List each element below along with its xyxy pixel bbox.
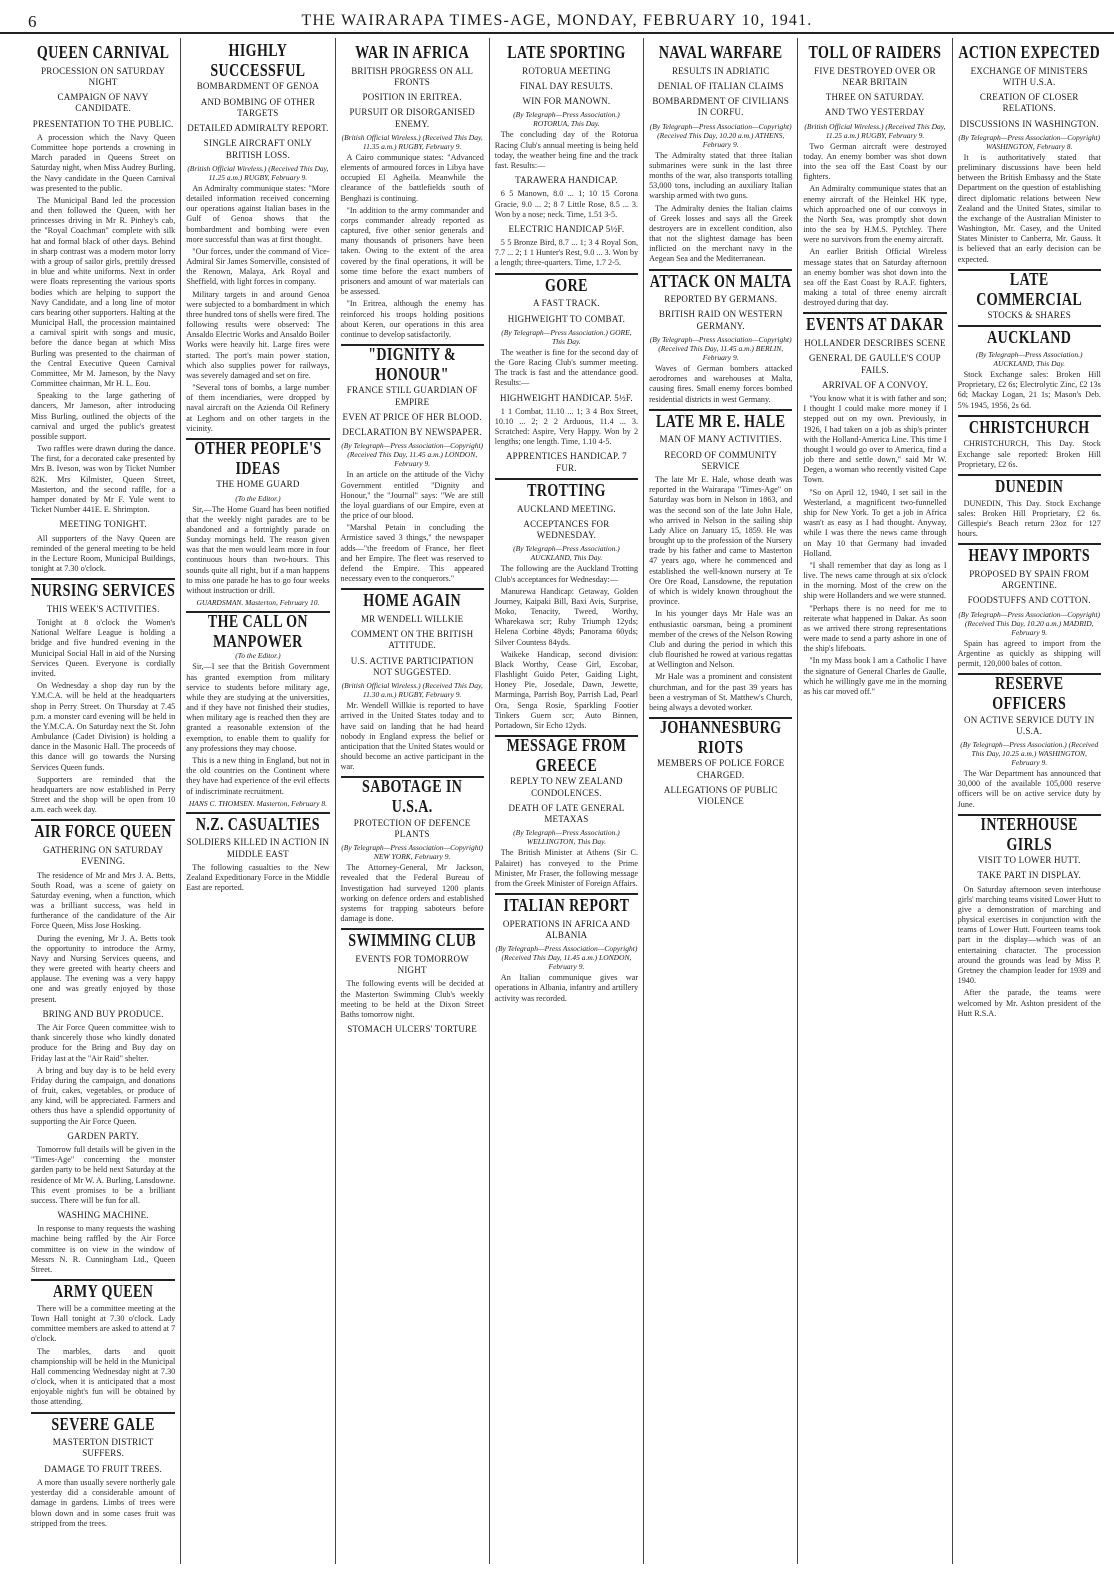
subheading: WASHING MACHINE. xyxy=(57,1210,149,1221)
headline: WAR IN AFRICA xyxy=(355,44,470,63)
headline: QUEEN CARNIVAL xyxy=(36,44,170,63)
article-paragraph: 5 5 Bronze Bird, 8.7 ... 1; 3 4 Royal Son, 7.7 ... 2; 1 1 Hunter's Rest, 9.0 ... 3. Won by a length; three-quarters. Time, 1.7 2-5. xyxy=(494,238,639,268)
headline: AIR FORCE QUEEN xyxy=(34,823,172,843)
article-paragraph: A Cairo communique states: "Advanced elements of armoured forces in Libya have occupied El Agheila. Meanwhile the clearance of the battlefields south of Benghazi is continuing. xyxy=(340,152,484,203)
article-paragraph: "Marshal Petain in concluding the Armistice saved 3 things," the newspaper adds—"the freedom of France, her fleet and her Empire. The fleet was reserved to defend the Empire. This appeared necessary even to the conquerors." xyxy=(340,523,484,584)
article-divider xyxy=(341,588,484,590)
dateline: (By Telegraph—Press Association—Copyright) (Received This Day, 10.20 a.m.) ATHENS, February 9. xyxy=(649,121,792,149)
subheading: CREATION OF CLOSER RELATIONS. xyxy=(979,92,1079,114)
headline: LATE SPORTING xyxy=(507,44,626,63)
subheading: BOMBARDMENT OF GENOA xyxy=(196,81,320,92)
subheading: GARDEN PARTY. xyxy=(67,1130,139,1141)
subheading: A FAST TRACK. xyxy=(532,298,600,309)
subheading: REPORTED BY GERMANS. xyxy=(664,294,778,305)
subheading: SOLDIERS KILLED IN ACTION IN MIDDLE EAST xyxy=(186,837,330,859)
subheading: COMMENT ON THE BRITISH ATTITUDE. xyxy=(351,629,474,651)
subheading: BRITISH RAID ON WESTERN GERMANY. xyxy=(658,309,783,331)
article-paragraph: A more than usually severe northerly gale yesterday did a considerable amount of damage in gardens. Limbs of trees were blown down and in some cases fruit was stripped from the trees. xyxy=(31,1477,176,1528)
column-7 xyxy=(952,38,1106,1564)
article-paragraph: The residence of Mr and Mrs J. A. Betts, South Road, was a scene of gaiety on Saturday evening, when a function, which was a brilliant success, was held in furtherance of the candidature of the Air Force Queen, Miss Jose Hosking. xyxy=(31,870,176,931)
subheading: DETAILED ADMIRALTY REPORT. xyxy=(187,123,329,134)
dateline: (By Telegraph—Press Association.) ROTORUA, This Day. xyxy=(513,110,620,129)
article-paragraph: An Admiralty communique states that an enemy aircraft of the Heinkel HK type, which approached one of our convoys in the North Sea, was promptly shot down into the sea by H.M.S. Pytchley. There were no survivors from the enemy aircraft. xyxy=(803,184,947,245)
article-paragraph: Military targets in and around Genoa were subjected to a bombardment in which three hundred tons of shells were fired. The following results were observed: The Ansaldo Electric Works and Ansaldo Boiler Works were heavily hit. Large fires were started. The port's main power station, which also supplies power for railways, was severely damaged and set on fire. xyxy=(186,289,330,380)
subheading: FINAL DAY RESULTS. xyxy=(519,80,613,91)
article-paragraph: Mr Hale was a prominent and consistent churchman, and for the past 39 years has been a vestryman of St. Matthew's Church, being always a devoted worker. xyxy=(649,672,793,712)
headline: SWIMMING CLUB xyxy=(348,932,477,952)
article-divider xyxy=(186,812,329,814)
article-paragraph: "In Eritrea, although the enemy has reinforced his troops holding positions about Keren, our operations in this area continue to develop satisfactorily. xyxy=(340,299,484,339)
article-divider xyxy=(958,543,1101,545)
subheading: OPERATIONS IN AFRICA AND ALBANIA xyxy=(502,918,630,941)
article-divider xyxy=(958,474,1101,476)
subheading: ON ACTIVE SERVICE DUTY IN U.S.A. xyxy=(964,714,1095,736)
headline: THE CALL ON MANPOWER xyxy=(207,613,308,652)
dateline: (By Telegraph—Press Association—Copyright) (Received This Day, 11.45 a.m.) BERLIN, February 9. xyxy=(649,334,792,362)
subheading: TARAWERA HANDICAP. xyxy=(515,175,618,186)
column-5 xyxy=(643,38,797,1564)
newspaper-title: THE WAIRARAPA TIMES-AGE, MONDAY, FEBRUARY 10, 1941. xyxy=(301,12,813,29)
article-paragraph: A procession which the Navy Queen Committee hope portends a crowning in March paraded in Queens Street on Saturday night, when Miss Audrey Burling, the Navy candidate in the Queen Carnival was presented to the public. xyxy=(31,132,176,193)
subheading: AUCKLAND MEETING. xyxy=(516,503,616,514)
article-paragraph: "I shall remember that day as long as I live. The news came through at six o'clock in the morning. Most of the crew on the ship were Hollanders and we were stunned. xyxy=(803,560,947,601)
headline: ATTACK ON MALTA xyxy=(649,272,792,292)
article-paragraph: The Municipal Band led the procession and then followed the Queen, with her princesses driving in Mr R. Pinhey's cab, the "Royal Coachman" complete with silk hat and formal black of other days. Behind in sharp contrast was a modern motor lorry with a group of sailor girls, prettily dressed in blue and white uniforms. Next in order were floats representing the various sports bodies which are helping to support the Navy Candidate, and a long line of motor cars bearing other supporters. Halting at the Municipal Hall, the procession maintained a carnival spirit with songs and music, before the dance began at which Miss Burling was presented to the chairman of the Central Executive Queen Carnival Committee, Mr M. Jameson, by the Navy Committee chairman, Mr H. L. Eou. xyxy=(31,195,176,389)
headline: LATE COMMERCIAL xyxy=(976,270,1083,310)
subheading: STOMACH ULCERS' TORTURE xyxy=(347,1024,478,1035)
dateline: (By Telegraph—Press Association.) (Received This Day, 10.25 a.m.) WASHINGTON, February 9. xyxy=(960,740,1099,768)
page-number: 6 xyxy=(28,12,37,31)
article-paragraph: There will be a committee meeting at the Town Hall tonight at 7.30 o'clock. Lady committee members are asked to attend at 7 o'clock. xyxy=(31,1303,176,1344)
article-paragraph: The Attorney-General, Mr Jackson, revealed that the Federal Bureau of Investigation had surveyed 1200 plants working on defence orders and established systems for trapping saboteurs before damage is done. xyxy=(340,863,484,924)
article-divider xyxy=(803,312,946,314)
article-divider xyxy=(958,415,1101,417)
article-paragraph: This is a new thing in England, but not in the old countries on the Continent where they have had experience of the evil effects of indiscriminate recruitment. xyxy=(186,756,330,796)
subheading: ALLEGATIONS OF PUBLIC VIOLENCE xyxy=(663,784,778,807)
headline: HEAVY IMPORTS xyxy=(968,547,1091,567)
headline: N.Z. CASUALTIES xyxy=(195,815,320,835)
subheading: BRITISH PROGRESS ON ALL FRONTS xyxy=(351,65,474,87)
dateline: (By Telegraph—Press Association—Copyright) (Received This Day, 11.45 a.m.) LONDON, February 9. xyxy=(495,944,638,972)
article-paragraph: The British Minister at Athens (Sir C. Palairet) has conveyed to the Prime Minister, Mr Fraser, the following message from the Greek Minister of Foreign Affairs. xyxy=(494,848,639,888)
subheading: HIGHWEIGHT TO COMBAT. xyxy=(507,313,626,324)
column-4 xyxy=(489,38,643,1564)
subheading: GATHERING ON SATURDAY EVENING. xyxy=(42,845,164,867)
dateline: (British Official Wireless.) (Received This Day, 11.35 a.m.) RUGBY, February 9. xyxy=(341,132,483,151)
headline: NAVAL WARFARE xyxy=(658,44,783,63)
article-paragraph: Waves of German bombers attacked aerodromes and warehouses at Malta, causing fires. Small enemy forces bombed residential districts in west Germany. xyxy=(649,363,793,404)
subheading: REPLY TO NEW ZEALAND CONDOLENCES. xyxy=(510,776,623,798)
article-paragraph: The War Department has announced that 30,000 of the available 105,000 reserve officers will be on active service duty by June. xyxy=(957,769,1101,809)
subheading: DEATH OF LATE GENERAL METAXAS xyxy=(508,802,625,825)
subheading: MASTERTON DISTRICT SUFFERS. xyxy=(52,1437,154,1459)
headline: MESSAGE FROM GREECE xyxy=(506,737,627,776)
article-paragraph: CHRISTCHURCH, This Day. Stock Exchange sale reported: Broken Hill Proprietary, £2 6s. xyxy=(957,439,1101,469)
dateline: (To the Editor.) xyxy=(235,651,281,661)
article-paragraph: It is authoritatively stated that preliminary discussions have been held between the British Embassy and the State Department on the question of establishing direct diplomatic relations between New Zealand and the United States, similar to the exchange of the Australian Minister to Washington, Mr. Casey, and the United States Minister to Canberra, Mr. Gauss. It is believed that an early decision can be expected. xyxy=(957,152,1101,264)
article-divider xyxy=(31,578,175,580)
article-paragraph: Mr. Wendell Willkie is reported to have arrived in the United States today and to have said on landing that he had heard nobody in England express the belief or anticipation that the United States would or should become an active participant in the war. xyxy=(340,701,484,772)
subheading: DISCUSSIONS IN WASHINGTON. xyxy=(959,118,1099,129)
newspaper-columns xyxy=(26,38,1106,1564)
dateline: HANS C. THOMSEN. Masterton, February 8. xyxy=(188,798,327,808)
dateline: (By Telegraph—Press Association—Copyright) (Received This Day, 11.45 a.m.) LONDON, February 9. xyxy=(341,441,484,469)
subheading: EVEN AT PRICE OF HER BLOOD. xyxy=(342,411,482,422)
article-divider xyxy=(495,893,638,895)
article-paragraph: "In my Mass book I am a Catholic I have the signature of General Charles de Gaulle, which he willingly gave me in the morning as his car moved off." xyxy=(803,656,947,696)
subheading: EVENTS FOR TOMORROW NIGHT xyxy=(355,953,469,976)
article-paragraph: During the evening, Mr J. A. Betts took the opportunity to introduce the Army, Navy and Nursing Services queens, and they were greeted with hearty cheers and applause. The evening was a very happy one and was greatly enjoyed by those present. xyxy=(31,933,176,1004)
subheading: SINGLE AIRCRAFT ONLY BRITISH LOSS. xyxy=(203,138,313,160)
subheading: THREE ON SATURDAY. xyxy=(825,92,925,103)
dateline: (British Official Wireless.) (Received This Day, 11.30 a.m.) RUGBY, February 9. xyxy=(341,681,483,700)
article-paragraph: A bring and buy day is to be held every Friday during the campaign, and donations of fruit, cakes, vegetables, or produce of any kind, will be appreciated. Farmers and others thus have a splendid opportunity of supporting the Air Force Queen. xyxy=(31,1065,176,1126)
subheading: AND BOMBING OF OTHER TARGETS xyxy=(200,96,316,118)
subheading: HOLLANDER DESCRIBES SCENE xyxy=(804,338,946,349)
article-paragraph: The late Mr E. Hale, whose death was reported in the Wairarapa "Times-Age" on Saturday was born in Nelson in 1863, and was the second son of the late John Hale, who arrived in Nelson in the sailing ship Lady Alice on January 15, 1859. He was brought up to the profession of the Nursery trade by his father and came to Masterton 47 years ago, where he commenced and established the well-known nursery at Te Ore Ore Road, Lansdowne, the reputation of which is widely known throughout the province. xyxy=(649,475,793,607)
subheading: EXCHANGE OF MINISTERS WITH U.S.A. xyxy=(970,65,1088,87)
subheading: FOODSTUFFS AND COTTON. xyxy=(967,595,1091,606)
article-paragraph: Stock Exchange sales: Broken Hill Proprietary, £2 6s; Electrolytic Zinc, £2 13s 6d; Mackay Logan, 21 1s; Mason's Deb. 5% 1945, 1956, 2s 6d. xyxy=(957,370,1101,410)
headline: SEVERE GALE xyxy=(51,1415,155,1435)
article-divider xyxy=(31,1279,175,1281)
article-divider xyxy=(341,928,484,930)
article-paragraph: The marbles, darts and quoit championship will be held in the Municipal Hall commencing Wednesday night at 7.30 o'clock, when it is anticipated that a most enjoyable night's fun will be obtained by those attending. xyxy=(31,1346,176,1407)
headline: CHRISTCHURCH xyxy=(968,418,1090,438)
headline: RESERVE OFFICERS xyxy=(992,675,1067,714)
article-paragraph: DUNEDIN, This Day. Stock Exchange sales: Broken Hill Proprietary, £2 6s. Gillespie's Beach return 23oz for 127 hours. xyxy=(957,498,1101,539)
headline: ACTION EXPECTED xyxy=(958,44,1101,63)
subheading: POSITION IN ERITREA. xyxy=(362,92,462,103)
subheading: ARRIVAL OF A CONVOY. xyxy=(822,379,928,390)
headline: JOHANNESBURG RIOTS xyxy=(659,719,782,758)
article-paragraph: Tonight at 8 o'clock the Women's National Welfare League is holding a bridge and five hundred evening in the Municipal Social Hall in aid of the Nursing Services Queen. Everyone is cordially invited. xyxy=(31,618,176,678)
subheading: ACCEPTANCES FOR WEDNESDAY. xyxy=(523,518,610,541)
article-divider xyxy=(649,269,792,271)
subheading: BOMBARDMENT OF CIVILIANS IN CORFU. xyxy=(652,96,790,118)
article-paragraph: An Italian communique gives war operations in Albania, infantry and artillery activity was recorded. xyxy=(494,973,639,1003)
article-paragraph: The Admiralty denies the Italian claims of Greek losses and says all the Greek destroyers are in excellent condition, also that not the slightest damage has been inflicted on the merchant navy in the Aegean Sea and the Mediterranean. xyxy=(649,203,793,264)
article-paragraph: Waikeke Handicap, second division: Black Worthy, Cease Girl, Escobar, Flashlight Guido Peter, Gaiding Light, Honey Pie, Josedale, Dawn, Jewette, Marminga, Parrish Boy, Parrish Lad, Pearl Ora, Senga Rosie, Sparkling Footier Tinkers Guern scr; Auto Binnen, Portadown, Sir Echo 12yds. xyxy=(494,649,639,730)
article-paragraph: On Saturday afternoon seven interhouse girls' marching teams visited Lower Hutt to give a demonstration of marching and physical exercises in conjunction with the teams of Lower Hutt. Fourteen teams took part in the display—which was of an entertaining character. The procession around the grounds was lead by Miss P. Gretney the champion leader for 1939 and 1940. xyxy=(957,884,1101,986)
dateline: (By Telegraph—Press Association—Copyright) NEW YORK, February 9. xyxy=(341,843,484,862)
subheading: PROTECTION OF DEFENCE PLANTS xyxy=(353,817,471,839)
dateline: (To the Editor.) xyxy=(235,493,281,503)
article-divider xyxy=(649,409,792,411)
article-paragraph: In response to many requests the washing machine being raffled by the Air Force committee is on view in the window of Messrs N. R. Cunningham Ltd., Queen Street. xyxy=(31,1224,176,1274)
subheading: MAN OF MANY ACTIVITIES. xyxy=(659,434,782,445)
headline: "DIGNITY & HONOUR" xyxy=(368,346,457,385)
article-divider xyxy=(958,325,1101,327)
column-6 xyxy=(797,38,951,1564)
article-paragraph: 1 1 Combat, 11.10 ... 1; 3 4 Box Street, 10.10 ... 2; 2 2 Arduous, 11.4 ... 3. Scratched: Aspire, Very Happy. Won by 2 lengths; one length. Time, 1.10 4-5. xyxy=(494,406,639,447)
article-divider xyxy=(495,478,638,480)
article-paragraph: In his younger days Mr Hale was an enthusiastic oarsman, being a prominent member of the crews of the Nelson Rowing Club and during the period in which this club flourished he rowed at various regattas at Wellington and Nelson. xyxy=(649,609,793,670)
dateline: (By Telegraph—Press Association—Copyright) (Received This Day, 10.20 a.m.) MADRID, February 9. xyxy=(958,609,1101,637)
article-paragraph: "Several tons of bombs, a large number of them incendiaries, were dropped by naval aircraft on the Azienda Oil Refinery at Leghorn and on other targets in the vicinity. xyxy=(186,383,330,433)
subheading: THE HOME GUARD xyxy=(216,479,300,490)
article-paragraph: The Air Force Queen committee wish to thank sincerely those who kindly donated produce for the Bring and Buy day on Friday last at the "Air Raid" shelter. xyxy=(31,1023,176,1063)
article-paragraph: All supporters of the Navy Queen are reminded of the general meeting to be held in the Lecture Room, Municipal Buildings, tonight at 7.30 o'clock. xyxy=(31,533,176,574)
article-paragraph: On Wednesday a shop day run by the Y.M.C.A. will be held at the headquarters shop in Perry Street. On Thursday at 7.45 p.m. a monster card evening will be held in the Y.M.C.A. On Saturday next the St. John Ambulance (Cadet Division) is holding a dance in the Masonic Hall. The proceeds of this dance will go towards the Nursing Services Queen funds. xyxy=(31,681,176,772)
article-paragraph: Sir,—I see that the British Government has granted exemption from military service to students before military age, while they are studying at the universities, and if they have not finished their studies, when military age is reached then they are granted a reasonable extension of the exemption, to enable them to qualify for any professions they may choose. xyxy=(186,662,330,753)
article-paragraph: "Perhaps there is no need for me to reiterate what happened in Dakar. As soon as we arrived there strong representations were made to send a party ashore in one of the ship's lifeboats. xyxy=(803,603,947,654)
subheading: DENIAL OF ITALIAN CLAIMS xyxy=(657,80,784,91)
subheading: AND TWO YESTERDAY xyxy=(824,107,925,118)
subheading: U.S. ACTIVE PARTICIPATION NOT SUGGESTED. xyxy=(350,655,474,677)
article-paragraph: 6 5 Manown, 8.0 ... 1; 10 15 Corona Gracie, 9.0 ... 2; 8 7 Little Rose, 8.5 ... 3. Won by a nose; neck. Time, 1.51 3-5. xyxy=(494,189,639,219)
headline: GORE xyxy=(545,276,588,296)
column-1 xyxy=(26,38,180,1564)
subheading: PROPOSED BY SPAIN FROM ARGENTINE. xyxy=(969,568,1090,591)
article-divider xyxy=(495,273,638,275)
subheading: VISIT TO LOWER HUTT. xyxy=(977,855,1081,866)
article-paragraph: The Admiralty stated that three Italian submarines were sunk in the last three months of the war, also transports totalling 53,000 tons, including an auxiliary Italian warship armed with two guns. xyxy=(649,150,793,201)
article-paragraph: Two German aircraft were destroyed today. An enemy bomber was shot down into the sea off the East Coast by our fighters. xyxy=(803,141,947,182)
article-paragraph: In an article on the attitude of the Vichy Government entitled "Dignity and Honour," the "Journal" says: "We are still the loyal guardians of our Empire, even at the price of our blood. xyxy=(340,470,484,521)
subheading: MEMBERS OF POLICE FORCE CHARGED. xyxy=(657,758,785,780)
headline: EVENTS AT DAKAR xyxy=(806,316,944,336)
subheading: CAMPAIGN OF NAVY CANDIDATE. xyxy=(57,92,149,114)
article-paragraph: The following casualties to the New Zealand Expeditionary Force in the Middle East are reported. xyxy=(186,862,330,893)
headline: TOLL OF RAIDERS xyxy=(808,44,942,63)
column-2 xyxy=(180,38,334,1564)
article-paragraph: An earlier British Official Wireless message states that on Saturday afternoon an enemy bomber was shot down into the sea off the East Coast by R.A.F. fighters, making a total of three enemy aircraft destroyed during that day. xyxy=(803,247,947,308)
article-paragraph: "So on April 12, 1940, I set sail in the Westerland, a magnificent two-funnelled ship for New York. To get a job in Africa wasn't as easy as I had thought. Anyway, while I was there the news came through on May 10 that Germany had invaded Holland. xyxy=(803,487,947,558)
article-divider xyxy=(31,1412,175,1414)
article-paragraph: The weather is fine for the second day of the Gore Racing Club's summer meeting. The track is fast and the attendance good. Results:— xyxy=(494,347,639,388)
subheading: MEETING TONIGHT. xyxy=(59,519,147,530)
subheading: THIS WEEK'S ACTIVITIES. xyxy=(46,603,160,614)
dateline: (By Telegraph—Press Association.) WELLINGTON, This Day. xyxy=(513,828,620,847)
article-paragraph: Tomorrow full details will be given in the "Times-Age" concerning the monster garden party to be held next Saturday at the residence of Mr W. A. Burling, Lansdowne. This event promises to be a brilliant success. There will be fun for all. xyxy=(31,1145,176,1205)
dateline: GUARDSMAN. Masterton, February 10. xyxy=(196,598,320,608)
subheading: GENERAL DE GAULLE'S COUP FAILS. xyxy=(809,353,941,375)
subheading: ELECTRIC HANDICAP 5½F. xyxy=(508,223,625,234)
article-paragraph: After the parade, the teams were welcomed by Mr. Ashton president of the Hutt R.S.A. xyxy=(957,988,1101,1018)
article-divider xyxy=(31,819,175,821)
headline: ARMY QUEEN xyxy=(52,1283,154,1302)
subheading: RECORD OF COMMUNITY SERVICE xyxy=(664,449,778,471)
subheading: APPRENTICES HANDICAP. 7 FUR. xyxy=(505,451,627,473)
article-paragraph: "In addition to the army commander and corps commander already reported as captured, five other senior generals and many thousands of prisoners have been taken. Owing to the extent of the area covered by the final operations, it will be some time before the exact numbers of prisoners and amount of war materials can be assessed. xyxy=(340,205,484,297)
subheading: BRING AND BUY PRODUCE. xyxy=(42,1008,164,1019)
headline: ITALIAN REPORT xyxy=(503,897,630,916)
dateline: (By Telegraph—Press Association.) AUCKLAND, This Day. xyxy=(975,350,1083,369)
article-paragraph: Speaking to the large gathering of dancers, Mr Jameson, after introducing Miss Burling, outlined the objects of the carnival and urged the public's greatest possible support. xyxy=(31,391,176,441)
headline: NURSING SERVICES xyxy=(31,582,176,602)
dateline: (British Official Wireless.) (Received This Day, 11.25 a.m.) RUGBY, February 9. xyxy=(187,163,329,182)
subheading: PROCESSION ON SATURDAY NIGHT xyxy=(41,65,166,87)
dateline: (By Telegraph—Press Association—Copyright) WASHINGTON, February 8. xyxy=(958,132,1101,151)
article-paragraph: Manurewa Handicap: Getaway, Golden Journey, Kaipaki Bill, Baxi Avis, Surprise, Moko, Tenacity, Tweed, Worthy, Wharekawa scr; Ruby Triumph 12yds; Helena Corbine 48yds; Panorama 60yds; Silver Countess 84yds. xyxy=(494,586,639,647)
article-paragraph: Two raffles were drawn during the dance. The first, for a decorated cake presented by Mrs B. Iveson, was won by Ticket Number 82K. Mrs Kilmister, Queen Street, Masterton, and the second raffle, for a hamper donated by Mr F. Yule went to Ticket Number 441E. E. Shrimpton. xyxy=(31,444,176,515)
headline: TROTTING xyxy=(527,481,606,501)
subheading: FRANCE STILL GUARDIAN OF EMPIRE xyxy=(346,385,478,407)
article-paragraph: The concluding day of the Rotorua Racing Club's annual meeting is being held today, the weather being fine and the track fast. Results:— xyxy=(494,130,639,170)
subheading: MR WENDELL WILLKIE xyxy=(360,613,464,624)
article-paragraph: Spain has agreed to import from the Argentine as quickly as shipping will permit, 120,000 bales of cotton. xyxy=(957,638,1101,669)
article-paragraph: "You know what it is with father and son; I thought I could make more money if I stepped out on my own. Previously, in 1926, I had taken on a job as ship's printer with the Holland-America Line. This time I thought I would go over to America, find a job there and settle down," said Mr W. Degen, a woman who recently visited Cape Town. xyxy=(803,394,947,485)
subheading: PURSUIT OR DISORGANISED ENEMY. xyxy=(349,107,475,129)
subheading: ROTORUA MEETING xyxy=(522,65,611,76)
column-3 xyxy=(335,38,489,1564)
article-paragraph: "Our forces, under the command of Vice-Admiral Sir James Somerville, consisted of the Renown, Malaya, Ark Royal and Sheffield, with light forces in company. xyxy=(186,246,330,287)
subheading: RESULTS IN ADRIATIC xyxy=(671,65,770,76)
headline: HOME AGAIN xyxy=(363,592,462,612)
subheading: PRESENTATION TO THE PUBLIC. xyxy=(32,118,174,129)
dateline: (By Telegraph—Press Association.) AUCKLAND, This Day. xyxy=(513,544,620,563)
subheading: FIVE DESTROYED OVER OR NEAR BRITAIN xyxy=(814,65,936,87)
subheading: STOCKS & SHARES xyxy=(987,310,1071,321)
article-paragraph: Supporters are reminded that the headquarters are now established in Perry Street and the shop will be open from 10 a.m. each week day. xyxy=(31,774,176,815)
masthead xyxy=(0,0,1114,34)
article-paragraph: The following events will be decided at the Masterton Swimming Club's weekly meeting to be held at the Dixon Street Baths tomorrow night. xyxy=(340,979,484,1019)
headline: SABOTAGE IN U.S.A. xyxy=(362,778,463,817)
headline: AUCKLAND xyxy=(987,329,1072,349)
headline: LATE MR E. HALE xyxy=(655,412,786,432)
dateline: (British Official Wireless.) (Received This Day, 11.25 a.m.) RUGBY, February 9. xyxy=(804,121,946,140)
subheading: HIGHWEIGHT HANDICAP. 5½F. xyxy=(500,392,633,403)
headline: OTHER PEOPLE'S IDEAS xyxy=(194,440,322,479)
article-paragraph: The following are the Auckland Trotting Club's acceptances for Wednesday:— xyxy=(494,564,639,584)
article-paragraph: An Admiralty communique states: "More detailed information received concerning our operations against Italian bases in the Gulf of Genoa shows that the bombardment and bombing were even more successful than was at first thought. xyxy=(186,183,330,244)
subheading: WIN FOR MANOWN. xyxy=(522,96,611,107)
article-paragraph: Sir,—The Home Guard has been notified that the weekly night parades are to be abandoned and a fortnightly parade on Sunday mornings held. The reason given was that the men would learn more in four continuous hours than two-hours. This sounds quite all right, but if a man happens to miss one parade he has to go four weeks without instruction or drill. xyxy=(186,504,330,595)
headline: HIGHLY SUCCESSFUL xyxy=(210,42,306,81)
dateline: (By Telegraph—Press Association.) GORE, This Day. xyxy=(501,327,632,346)
subheading: TAKE PART IN DISPLAY. xyxy=(977,870,1081,881)
subheading: DAMAGE TO FRUIT TREES. xyxy=(44,1463,162,1474)
subheading: DECLARATION BY NEWSPAPER. xyxy=(342,427,482,438)
headline: DUNEDIN xyxy=(995,477,1064,497)
headline: INTERHOUSE GIRLS xyxy=(980,815,1078,855)
